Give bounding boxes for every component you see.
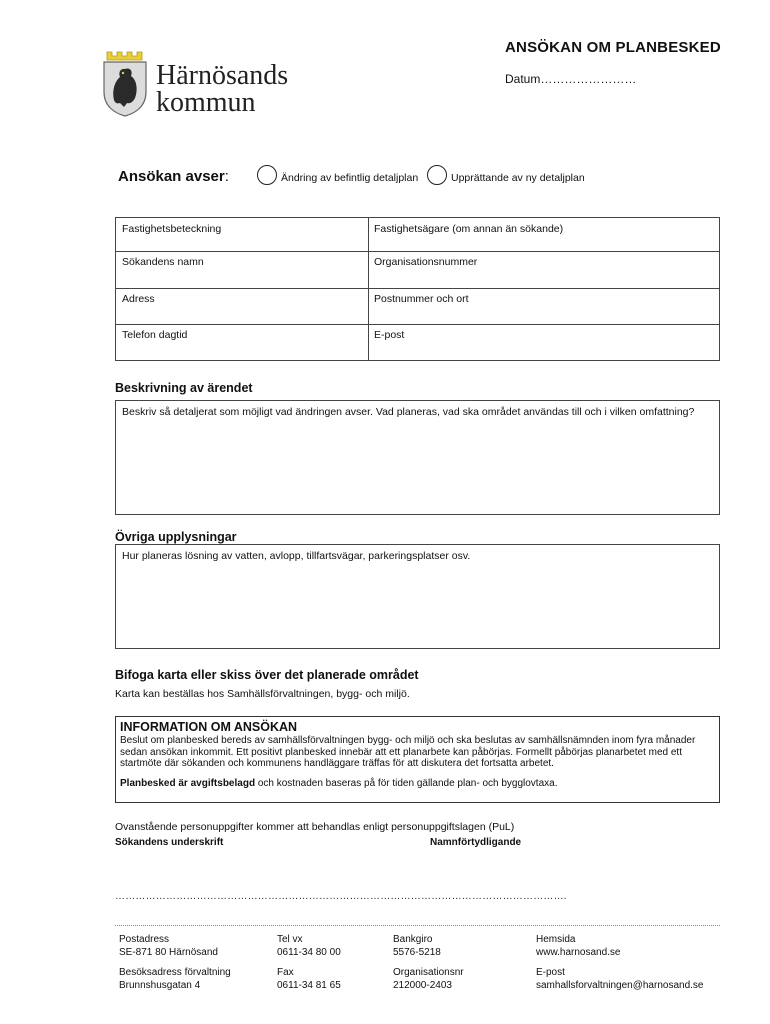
- information-line: sedan ansökan inkommit. Ett positivt planbesked innebär att ett planarbete kan påbörjas. Formellt påbörjas planarbetet med ett: [120, 746, 682, 758]
- fee-note: [120, 778, 715, 789]
- form-title: ANSÖKAN OM PLANBESKED: [505, 39, 721, 56]
- application-type-label: [118, 168, 229, 185]
- footer-contact-column: [536, 934, 703, 992]
- email-label: E-post: [536, 967, 565, 978]
- other-info-textarea[interactable]: [115, 544, 720, 649]
- fee-note-bold: Planbesked är avgiftsbelagd: [120, 777, 256, 789]
- property-owner-field[interactable]: [368, 218, 719, 251]
- description-prompt: Beskriv så detaljerat som möjligt vad ändringen avser. Vad planeras, vad ska området användas till och i vilken omfattning?: [122, 406, 695, 418]
- bankgiro-label: Bankgiro: [393, 934, 433, 945]
- footer-divider: [115, 925, 720, 926]
- postal-code-city-field[interactable]: [368, 288, 719, 324]
- radio-label-new-plan: Upprättande av ny detaljplan: [451, 172, 585, 184]
- radio-new-plan[interactable]: [427, 165, 447, 185]
- postal-address-label: Postadress: [119, 934, 170, 945]
- field-label: Organisationsnummer: [374, 256, 478, 268]
- coat-of-arms-logo: [100, 50, 150, 123]
- application-type-label-text: Ansökan avser: [118, 168, 225, 185]
- visiting-address-label: Besöksadress förvaltning: [119, 967, 231, 978]
- footer-bank-column: [393, 934, 464, 992]
- date-field[interactable]: Datum……………………: [505, 72, 637, 86]
- information-line: startmöte där sökanden och kommunens handläggare träffas för att diskutera det fortsatta arbetet.: [120, 758, 554, 769]
- bankgiro-value: 5576-5218: [393, 946, 441, 958]
- applicant-info-grid: [115, 217, 720, 361]
- field-label: Fastighetsägare (om annan än sökande): [374, 223, 564, 235]
- field-label: Postnummer och ort: [374, 293, 469, 305]
- other-info-prompt: Hur planeras lösning av vatten, avlopp, tillfartsvägar, parkeringsplatser osv.: [122, 550, 471, 562]
- phone-label: Tel vx: [277, 934, 303, 945]
- field-label: Fastighetsbeteckning: [122, 223, 222, 235]
- fee-note-rest: och kostnaden baseras på för tiden gällande plan- och bygglovtaxa.: [255, 777, 558, 789]
- org-number-label: Organisationsnr: [393, 967, 464, 978]
- org-number-value: 212000-2403: [393, 979, 452, 991]
- email-field[interactable]: [368, 324, 719, 360]
- organization-number-field[interactable]: [368, 251, 719, 288]
- attach-map-note: Karta kan beställas hos Samhällsförvaltningen, bygg- och miljö.: [115, 688, 410, 700]
- org-line-2: kommun: [156, 87, 256, 118]
- daytime-phone-field[interactable]: [116, 324, 368, 360]
- fax-label: Fax: [277, 967, 294, 978]
- footer-postal-column: [119, 934, 231, 992]
- information-line: Beslut om planbesked bereds av samhällsförvaltningen bygg- och miljö och ska beslutas av samhällsnämnden inom fyra månader: [120, 735, 696, 746]
- crest-icon: [100, 50, 150, 118]
- field-label: Sökandens namn: [122, 256, 204, 268]
- email-link[interactable]: samhallsforvaltningen@harnosand.se: [536, 979, 704, 991]
- pul-notice: Ovanstående personuppgifter kommer att behandlas enligt personuppgiftslagen (PuL): [115, 821, 515, 833]
- description-section-title: Beskrivning av ärendet: [115, 381, 253, 395]
- website-label: Hemsida: [536, 934, 576, 945]
- information-title: INFORMATION OM ANSÖKAN: [120, 720, 298, 734]
- property-designation-field[interactable]: [116, 218, 368, 251]
- attach-map-title: Bifoga karta eller skiss över det planerade området: [115, 668, 419, 682]
- address-field[interactable]: [116, 288, 368, 324]
- postal-address-value: SE-871 80 Härnösand: [119, 946, 218, 958]
- website-link[interactable]: www.harnosand.se: [536, 946, 621, 958]
- fax-value: 0611-34 81 65: [277, 979, 341, 991]
- information-body: [120, 735, 715, 770]
- signature-line[interactable]: …………………………………………………………………………………………………………………….: [115, 891, 567, 902]
- field-label: Telefon dagtid: [122, 329, 188, 341]
- field-label: E-post: [374, 329, 405, 341]
- visiting-address-value: Brunnshusgatan 4: [119, 979, 201, 991]
- applicant-name-field[interactable]: [116, 251, 368, 288]
- radio-change-existing-plan[interactable]: [257, 165, 277, 185]
- org-line-1: Härnösands: [156, 60, 289, 91]
- field-label: Adress: [122, 293, 155, 305]
- applicant-signature-label: Sökandens underskrift: [115, 837, 224, 848]
- footer-phone-column: [277, 934, 341, 992]
- organization-name: [156, 62, 288, 116]
- label-colon: :: [224, 168, 229, 185]
- name-clarification-label: Namnförtydligande: [430, 837, 522, 848]
- phone-value: 0611-34 80 00: [277, 946, 341, 958]
- radio-label-change-existing-plan: Ändring av befintlig detaljplan: [281, 172, 419, 184]
- other-info-section-title: Övriga upplysningar: [115, 530, 237, 544]
- description-textarea[interactable]: [115, 400, 720, 515]
- information-box: [115, 716, 720, 803]
